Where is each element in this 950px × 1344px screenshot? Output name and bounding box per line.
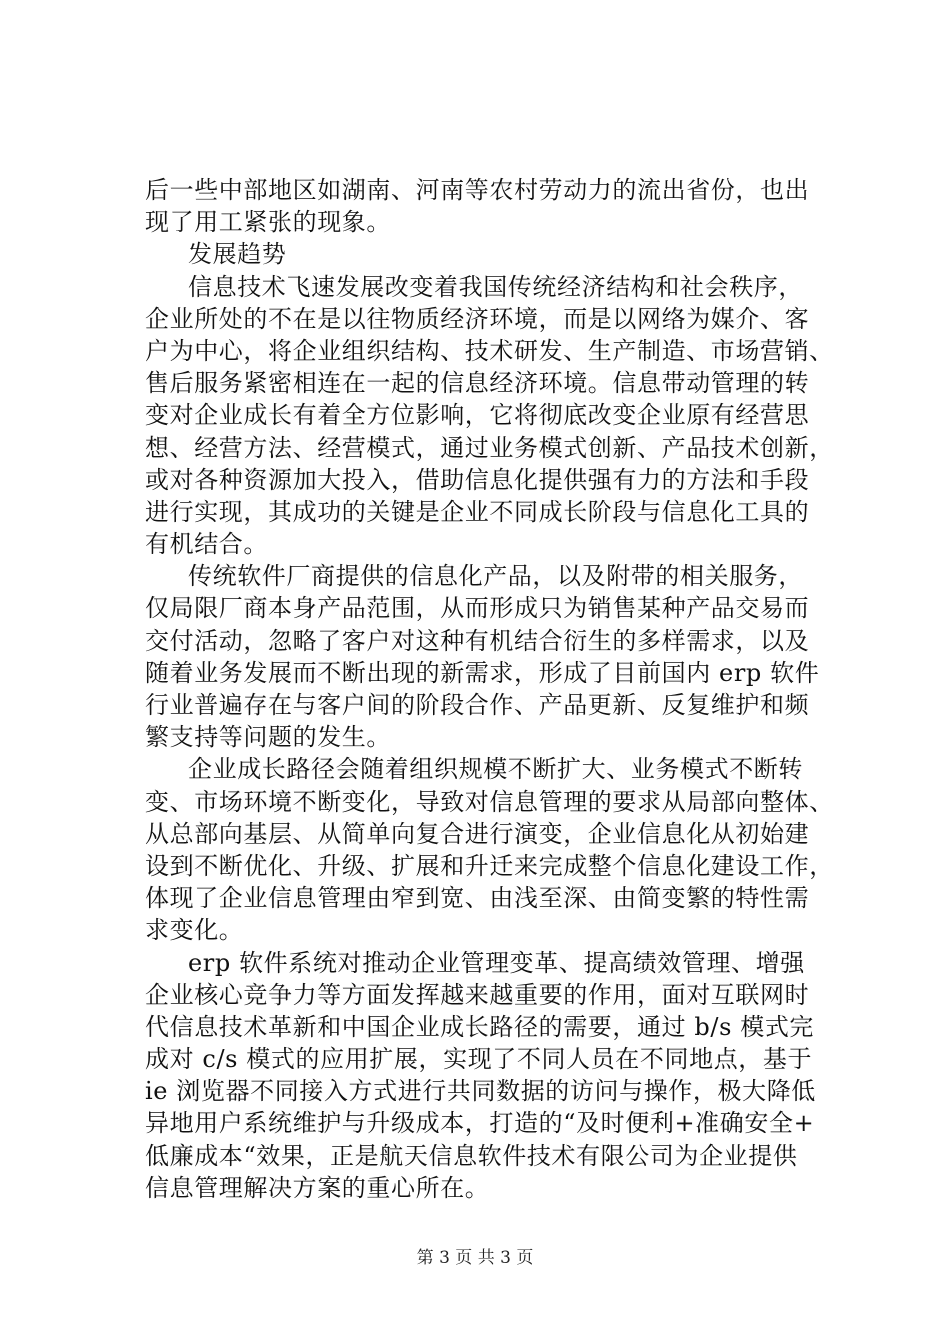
text-line: 户为中心，将企业组织结构、技术研发、生产制造、市场营销、 — [145, 336, 834, 365]
text-line: 繁支持等问题的发生。 — [145, 723, 391, 752]
text-line: 企业所处的不在是以往物质经济环境，而是以网络为媒介、客 — [145, 304, 810, 333]
text-line: 想、经营方法、经营模式，通过业务模式创新、产品技术创新， — [145, 433, 834, 462]
paragraph-traditional-software — [145, 560, 825, 753]
page-number-footer: 第 3 页 共 3 页 — [416, 1248, 534, 1268]
section-heading — [145, 238, 825, 270]
text-line: 进行实现，其成功的关键是企业不同成长阶段与信息化工具的 — [145, 497, 810, 526]
text-line: 低廉成本“效果，正是航天信息软件技术有限公司为企业提供 — [145, 1141, 798, 1170]
text-line: 信息管理解决方案的重心所在。 — [145, 1173, 490, 1202]
text-line: 体现了企业信息管理由窄到宽、由浅至深、由简变繁的特性需 — [145, 884, 810, 913]
text-line: 企业核心竞争力等方面发挥越来越重要的作用，面对互联网时 — [145, 980, 810, 1009]
text-line: 有机结合。 — [145, 530, 268, 559]
text-line: 传统软件厂商提供的信息化产品，以及附带的相关服务， — [188, 562, 803, 591]
text-line: 信息技术飞速发展改变着我国传统经济结构和社会秩序， — [188, 272, 803, 301]
text-line: 异地用户系统维护与升级成本，打造的“及时便利+准确安全+ — [145, 1109, 815, 1138]
document-body — [145, 174, 834, 1204]
text-line: 代信息技术革新和中国企业成长路径的需要，通过 b/s 模式完 — [145, 1012, 815, 1041]
text-line: 从总部向基层、从简单向复合进行演变，企业信息化从初始建 — [145, 819, 810, 848]
text-line: 设到不断优化、升级、扩展和升迁来完成整个信息化建设工作， — [145, 851, 834, 880]
text-line: 变对企业成长有着全方位影响，它将彻底改变企业原有经营思 — [145, 401, 810, 430]
text-line: 随着业务发展而不断出现的新需求，形成了目前国内 erp 软件 — [145, 658, 820, 687]
text-line: 售后服务紧密相连在一起的信息经济环境。信息带动管理的转 — [145, 369, 810, 398]
text-line: 后一些中部地区如湖南、河南等农村劳动力的流出省份，也出 — [145, 176, 810, 204]
text-line: 行业普遍存在与客户间的阶段合作、产品更新、反复维护和频 — [145, 691, 810, 719]
paragraph-continuation — [145, 174, 825, 238]
paragraph-growth-path — [145, 753, 834, 946]
text-line: 仅局限厂商本身产品范围，从而形成只为销售某种产品交易而 — [145, 594, 810, 623]
paragraph-erp-system — [145, 947, 825, 1205]
section-heading-text: 发展趋势 — [188, 240, 287, 269]
text-line: 企业成长路径会随着组织规模不断扩大、业务模式不断转 — [188, 755, 803, 784]
text-line: 或对各种资源加大投入，借助信息化提供强有力的方法和手段 — [145, 465, 810, 494]
text-line: 交付活动，忽略了客户对这种有机结合衍生的多样需求，以及 — [145, 626, 810, 655]
paragraph-info-tech — [145, 271, 834, 561]
text-line: 成对 c/s 模式的应用扩展，实现了不同人员在不同地点，基于 — [145, 1045, 813, 1074]
text-line: erp 软件系统对推动企业管理变革、提高绩效管理、增强 — [188, 948, 805, 977]
text-line: 求变化。 — [145, 916, 244, 945]
text-line: ie 浏览器不同接入方式进行共同数据的访问与操作，极大降低 — [145, 1077, 816, 1106]
text-line: 现了用工紧张的现象。 — [145, 208, 391, 237]
text-line: 变、市场环境不断变化，导致对信息管理的要求从局部向整体、 — [145, 787, 834, 816]
